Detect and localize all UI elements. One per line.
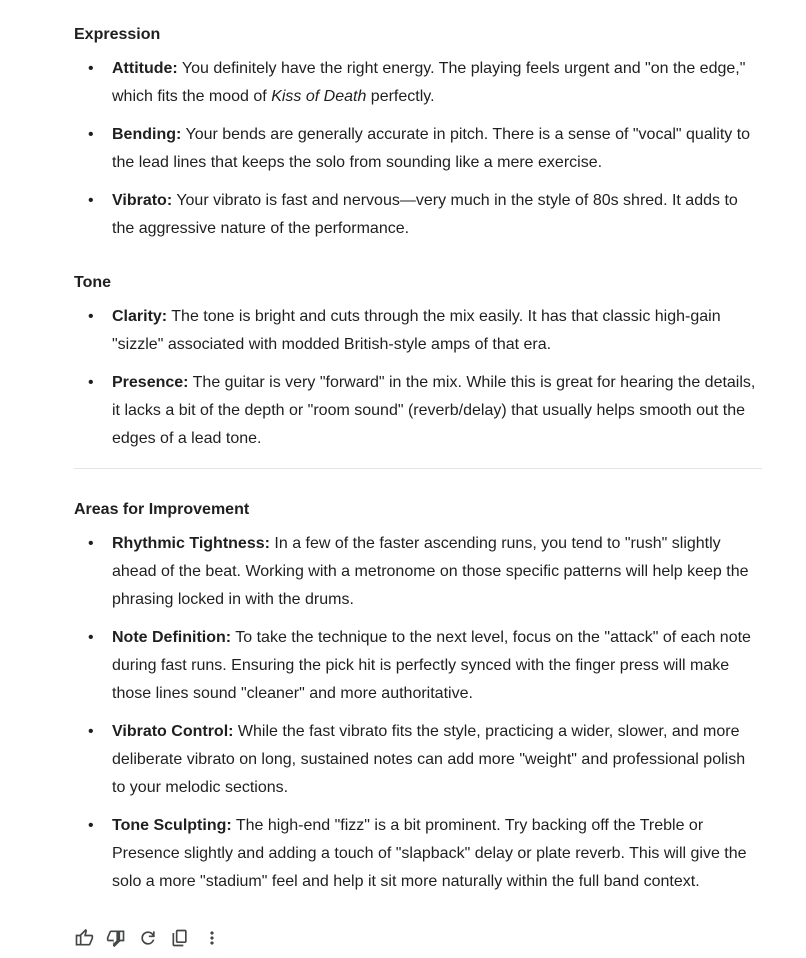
item-text: The tone is bright and cuts through the mix easily. It has that classic high-gain "sizzle" associated with modded British-style amps of that era. <box>112 308 721 353</box>
copy-icon <box>170 928 190 948</box>
item-term: Vibrato: <box>112 192 173 209</box>
response-action-bar <box>74 928 762 948</box>
list-item <box>74 187 762 243</box>
more-options-button[interactable] <box>202 928 222 948</box>
list-item <box>74 718 762 802</box>
thumbs-up-icon <box>74 928 94 948</box>
item-term: Clarity: <box>112 308 168 325</box>
item-text: Your bends are generally accurate in pitch. There is a sense of "vocal" quality to the lead lines that keeps the solo from sounding like a mere exercise. <box>112 126 751 171</box>
section-heading: Areas for Improvement <box>74 501 250 518</box>
item-text: While the fast vibrato fits the style, practicing a wider, slower, and more deliberate vibrato on long, sustained notes can add more "weight" and professional polish to your melodic sections. <box>112 723 746 796</box>
copy-button[interactable] <box>170 928 190 948</box>
item-text: The high-end "fizz" is a bit prominent. Try backing off the Treble or Presence slightly and adding a touch of "slapback" delay or plate reverb. This will give the solo a more "stadium" feel and help it sit more naturally within the full band context. <box>112 817 747 890</box>
section-divider <box>74 468 762 469</box>
bullet-list <box>74 55 762 253</box>
item-term: Presence: <box>112 374 189 391</box>
list-item <box>74 812 762 896</box>
item-text-italic: Kiss of Death <box>271 88 367 105</box>
item-text: perfectly. <box>366 88 435 105</box>
regenerate-button[interactable] <box>138 928 158 948</box>
item-text: To take the technique to the next level, focus on the "attack" of each note during fast runs. Ensuring the pick hit is perfectly synced with the finger press will make those lines sound "cleaner" and more authoritative. <box>112 629 751 702</box>
item-text: You definitely have the right energy. The playing feels urgent and "on the edge," which fits the mood of <box>112 60 746 105</box>
item-text: In a few of the faster ascending runs, you tend to "rush" slightly ahead of the beat. Working with a metronome on those specific patterns will help keep the phrasing locked in with the drums. <box>112 535 749 608</box>
list-item <box>74 55 762 111</box>
item-term: Bending: <box>112 126 182 143</box>
thumbs-up-button[interactable] <box>74 928 94 948</box>
list-item <box>74 369 762 453</box>
section-heading: Tone <box>74 274 112 291</box>
list-item <box>74 121 762 177</box>
section-heading: Expression <box>74 26 161 43</box>
thumbs-down-button[interactable] <box>106 928 126 948</box>
item-text: The guitar is very "forward" in the mix. While this is great for hearing the details, it lacks a bit of the depth or "room sound" (reverb/delay) that usually helps smooth out the edges of a lead tone. <box>112 374 756 447</box>
item-text: Your vibrato is fast and nervous—very much in the style of 80s shred. It adds to the aggressive nature of the performance. <box>112 192 738 237</box>
thumbs-down-icon <box>106 928 126 948</box>
item-term: Vibrato Control: <box>112 723 234 740</box>
list-item <box>74 624 762 708</box>
list-item <box>74 530 762 614</box>
more-vertical-icon <box>202 928 222 948</box>
item-term: Rhythmic Tightness: <box>112 535 270 552</box>
list-item <box>74 303 762 359</box>
bullet-list <box>74 303 762 463</box>
item-term: Tone Sculpting: <box>112 817 232 834</box>
regenerate-icon <box>138 928 158 948</box>
sections-container <box>74 21 762 906</box>
item-term: Note Definition: <box>112 629 232 646</box>
bullet-list <box>74 530 762 906</box>
item-term: Attitude: <box>112 60 178 77</box>
